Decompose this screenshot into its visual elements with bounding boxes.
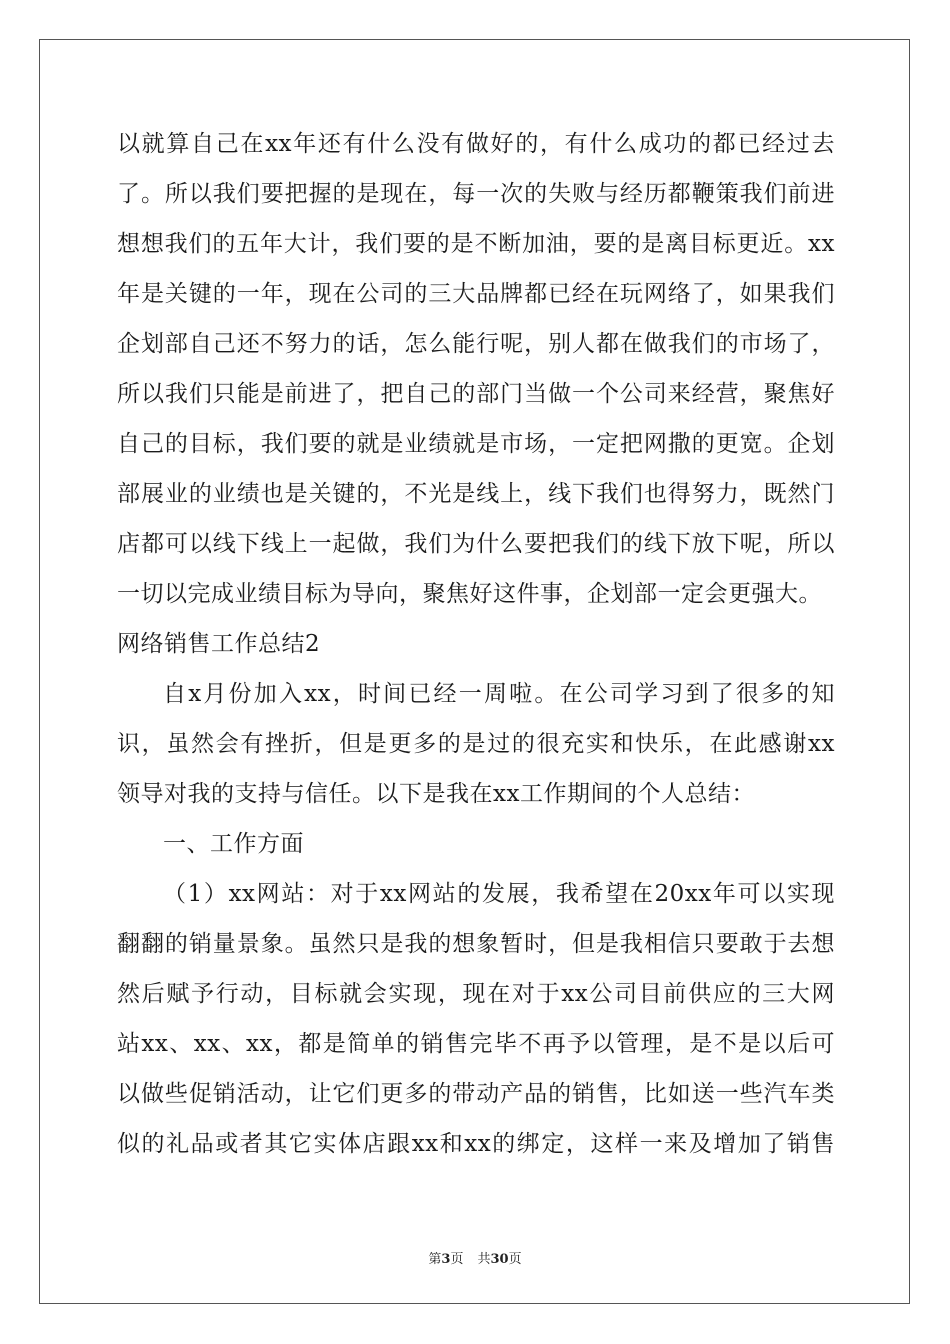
paragraph-line: 一切以完成业绩目标为导向，聚焦好这件事，企划部一定会更强大。 — [117, 581, 822, 607]
paragraph-line: 站xx、xx、xx，都是简单的销售完毕不再予以管理，是不是以后可 — [117, 1031, 835, 1057]
paragraph-line: 以就算自己在xx年还有什么没有做好的，有什么成功的都已经过去 — [117, 131, 835, 157]
document-body — [117, 126, 835, 1176]
paragraph-line: 自x月份加入xx，时间已经一周啦。在公司学习到了很多的知 — [163, 681, 835, 707]
total-suffix: 页 — [508, 1252, 522, 1267]
total-prefix: 共 — [477, 1252, 491, 1267]
paragraph-line: 所以我们只能是前进了，把自己的部门当做一个公司来经营，聚焦好 — [117, 381, 835, 407]
paragraph-line: 企划部自己还不努力的话，怎么能行呢，别人都在做我们的市场了， — [117, 331, 835, 357]
paragraph-line: 识，虽然会有挫折，但是更多的是过的很充实和快乐，在此感谢xx — [117, 731, 835, 757]
paragraph-line: （1）xx网站：对于xx网站的发展，我希望在20xx年可以实现 — [163, 881, 835, 907]
page-footer — [0, 1248, 950, 1267]
section-heading: 网络销售工作总结2 — [117, 631, 321, 657]
current-page-number: 3 — [441, 1252, 451, 1267]
page-prefix: 第 — [428, 1252, 442, 1267]
paragraph-line: 领导对我的支持与信任。以下是我在xx工作期间的个人总结： — [117, 781, 755, 807]
paragraph-line: 想想我们的五年大计，我们要的是不断加油，要的是离目标更近。xx — [117, 231, 835, 257]
subsection-heading: 一、工作方面 — [163, 831, 304, 857]
paragraph-line: 年是关键的一年，现在公司的三大品牌都已经在玩网络了，如果我们 — [117, 281, 835, 307]
paragraph-line: 以做些促销活动，让它们更多的带动产品的销售，比如送一些汽车类 — [117, 1081, 835, 1107]
paragraph-line: 店都可以线下线上一起做，我们为什么要把我们的线下放下呢，所以 — [117, 531, 835, 557]
paragraph-line: 部展业的业绩也是关键的，不光是线上，线下我们也得努力，既然门 — [117, 481, 835, 507]
paragraph-line: 似的礼品或者其它实体店跟xx和xx的绑定，这样一来及增加了销售 — [117, 1131, 835, 1157]
paragraph-line: 了。所以我们要把握的是现在，每一次的失败与经历都鞭策我们前进 — [117, 181, 835, 207]
page-suffix: 页 — [450, 1252, 464, 1267]
paragraph-line: 自己的目标，我们要的就是业绩就是市场，一定把网撒的更宽。企划 — [117, 431, 835, 457]
paragraph-line: 然后赋予行动，目标就会实现，现在对于xx公司目前供应的三大网 — [117, 981, 835, 1007]
paragraph-line: 翻翻的销量景象。虽然只是我的想象暂时，但是我相信只要敢于去想 — [117, 931, 835, 957]
total-page-count: 30 — [490, 1252, 509, 1267]
